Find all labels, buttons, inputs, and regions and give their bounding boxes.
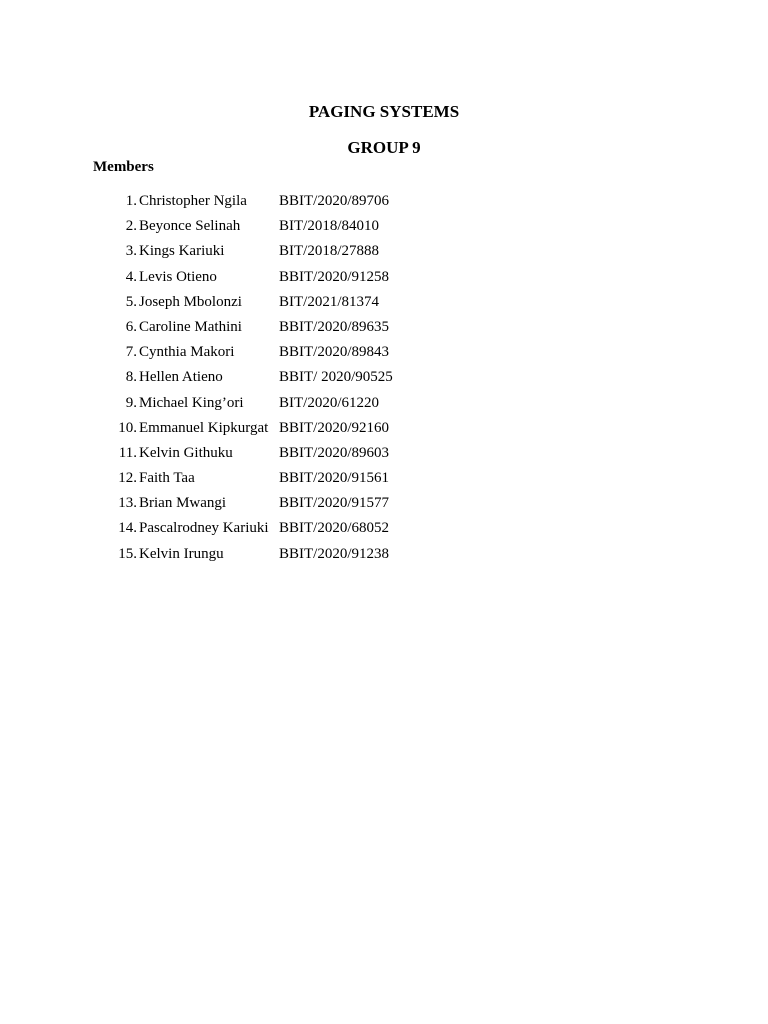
member-name: Hellen Atieno [139,369,223,386]
member-row [0,544,768,569]
member-row [0,468,768,493]
member-registration: BBIT/ 2020/90525 [279,369,393,386]
member-registration: BIT/2018/84010 [279,218,379,235]
member-name: Beyonce Selinah [139,218,241,235]
group-title: GROUP 9 [347,138,421,157]
member-number: 12. [118,470,137,487]
member-row [0,292,768,317]
member-registration: BIT/2021/81374 [279,293,379,310]
member-row [0,191,768,216]
member-number: 11. [118,444,137,461]
member-number: 5. [125,293,137,310]
member-registration: BBIT/2020/89843 [279,344,390,361]
member-row [0,267,768,292]
member-registration: BBIT/2020/89706 [279,193,390,209]
member-number: 13. [118,495,137,512]
member-registration: BBIT/2020/92160 [279,419,390,436]
member-list [0,191,768,569]
member-name: Emmanuel Kipkurgat [139,419,269,436]
member-row [0,518,768,543]
member-registration: BBIT/2020/91238 [279,545,390,562]
member-number: 6. [125,318,137,335]
member-number: 9. [125,394,137,411]
member-registration: BIT/2020/61220 [279,394,379,411]
member-number: 2. [125,218,137,235]
member-name: Christopher Ngila [139,193,247,209]
member-number: 14. [118,520,137,537]
member-row [0,342,768,367]
member-name: Levis Otieno [139,268,217,285]
member-name: Faith Taa [139,470,195,487]
member-name: Brian Mwangi [139,495,227,512]
member-name: Joseph Mbolonzi [139,293,242,310]
member-name: Kelvin Irungu [139,545,224,562]
page-title: PAGING SYSTEMS [308,102,460,121]
member-row [0,393,768,418]
member-row [0,493,768,518]
member-row [0,317,768,342]
member-name: Michael King’ori [139,394,244,411]
member-registration: BBIT/2020/68052 [279,520,390,537]
member-registration: BBIT/2020/91561 [279,470,390,487]
member-number: 15. [118,545,137,562]
member-registration: BBIT/2020/89603 [279,444,390,461]
member-number: 8. [125,369,137,386]
member-row [0,216,768,241]
member-name: Cynthia Makori [139,344,235,361]
member-name: Kings Kariuki [139,243,225,260]
member-registration: BBIT/2020/91258 [279,268,390,285]
member-number: 1. [125,193,137,209]
member-number: 7. [125,344,137,361]
member-number: 10. [118,419,137,436]
members-heading: Members [93,159,154,175]
member-name: Pascalrodney Kariuki [139,520,269,537]
member-name: Kelvin Githuku [139,444,233,461]
member-registration: BBIT/2020/91577 [279,495,390,512]
member-row [0,418,768,443]
member-name: Caroline Mathini [139,318,242,335]
member-registration: BIT/2018/27888 [279,243,379,260]
member-row [0,241,768,266]
member-registration: BBIT/2020/89635 [279,318,390,335]
member-row [0,367,768,392]
member-number: 4. [125,268,137,285]
member-number: 3. [125,243,137,260]
member-row [0,443,768,468]
